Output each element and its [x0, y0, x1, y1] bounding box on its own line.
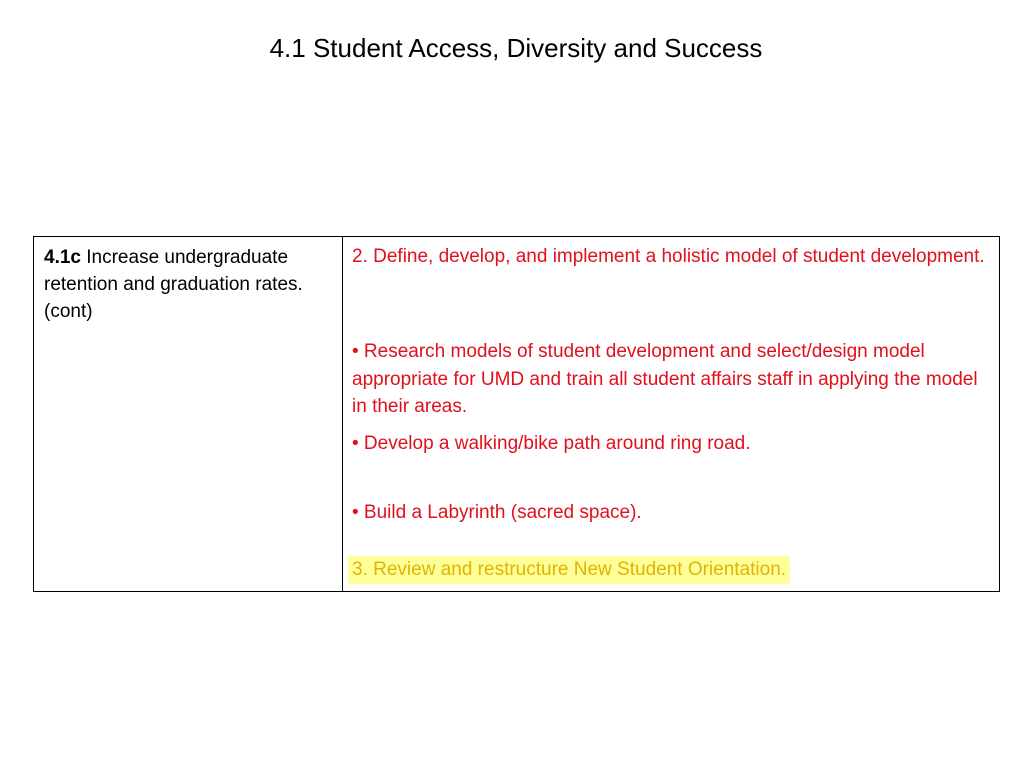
actions-cell: [343, 237, 1000, 592]
action-bullet-walking-path: • Develop a walking/bike path around ring road.: [352, 433, 751, 454]
goal-table: [33, 236, 1000, 592]
action-bullet-labyrinth: • Build a Labyrinth (sacred space).: [352, 502, 642, 523]
action-bullet-research-models: • Research models of student development and select/design model appropriate for UMD and train all student affairs staff in applying the model in their areas.: [352, 341, 978, 417]
objective-text: [44, 244, 334, 325]
table-row: [34, 237, 1000, 592]
objective-cell: [34, 237, 343, 592]
slide-title: 4.1 Student Access, Diversity and Success: [269, 33, 763, 63]
objective-description: Increase undergraduate retention and graduation rates. (cont): [44, 247, 303, 322]
action-item-orientation-highlighted: 3. Review and restructure New Student Orientation.: [348, 556, 790, 584]
action-item-define-model: 2. Define, develop, and implement a holistic model of student development.: [352, 246, 985, 267]
objective-code: 4.1c: [44, 247, 81, 268]
